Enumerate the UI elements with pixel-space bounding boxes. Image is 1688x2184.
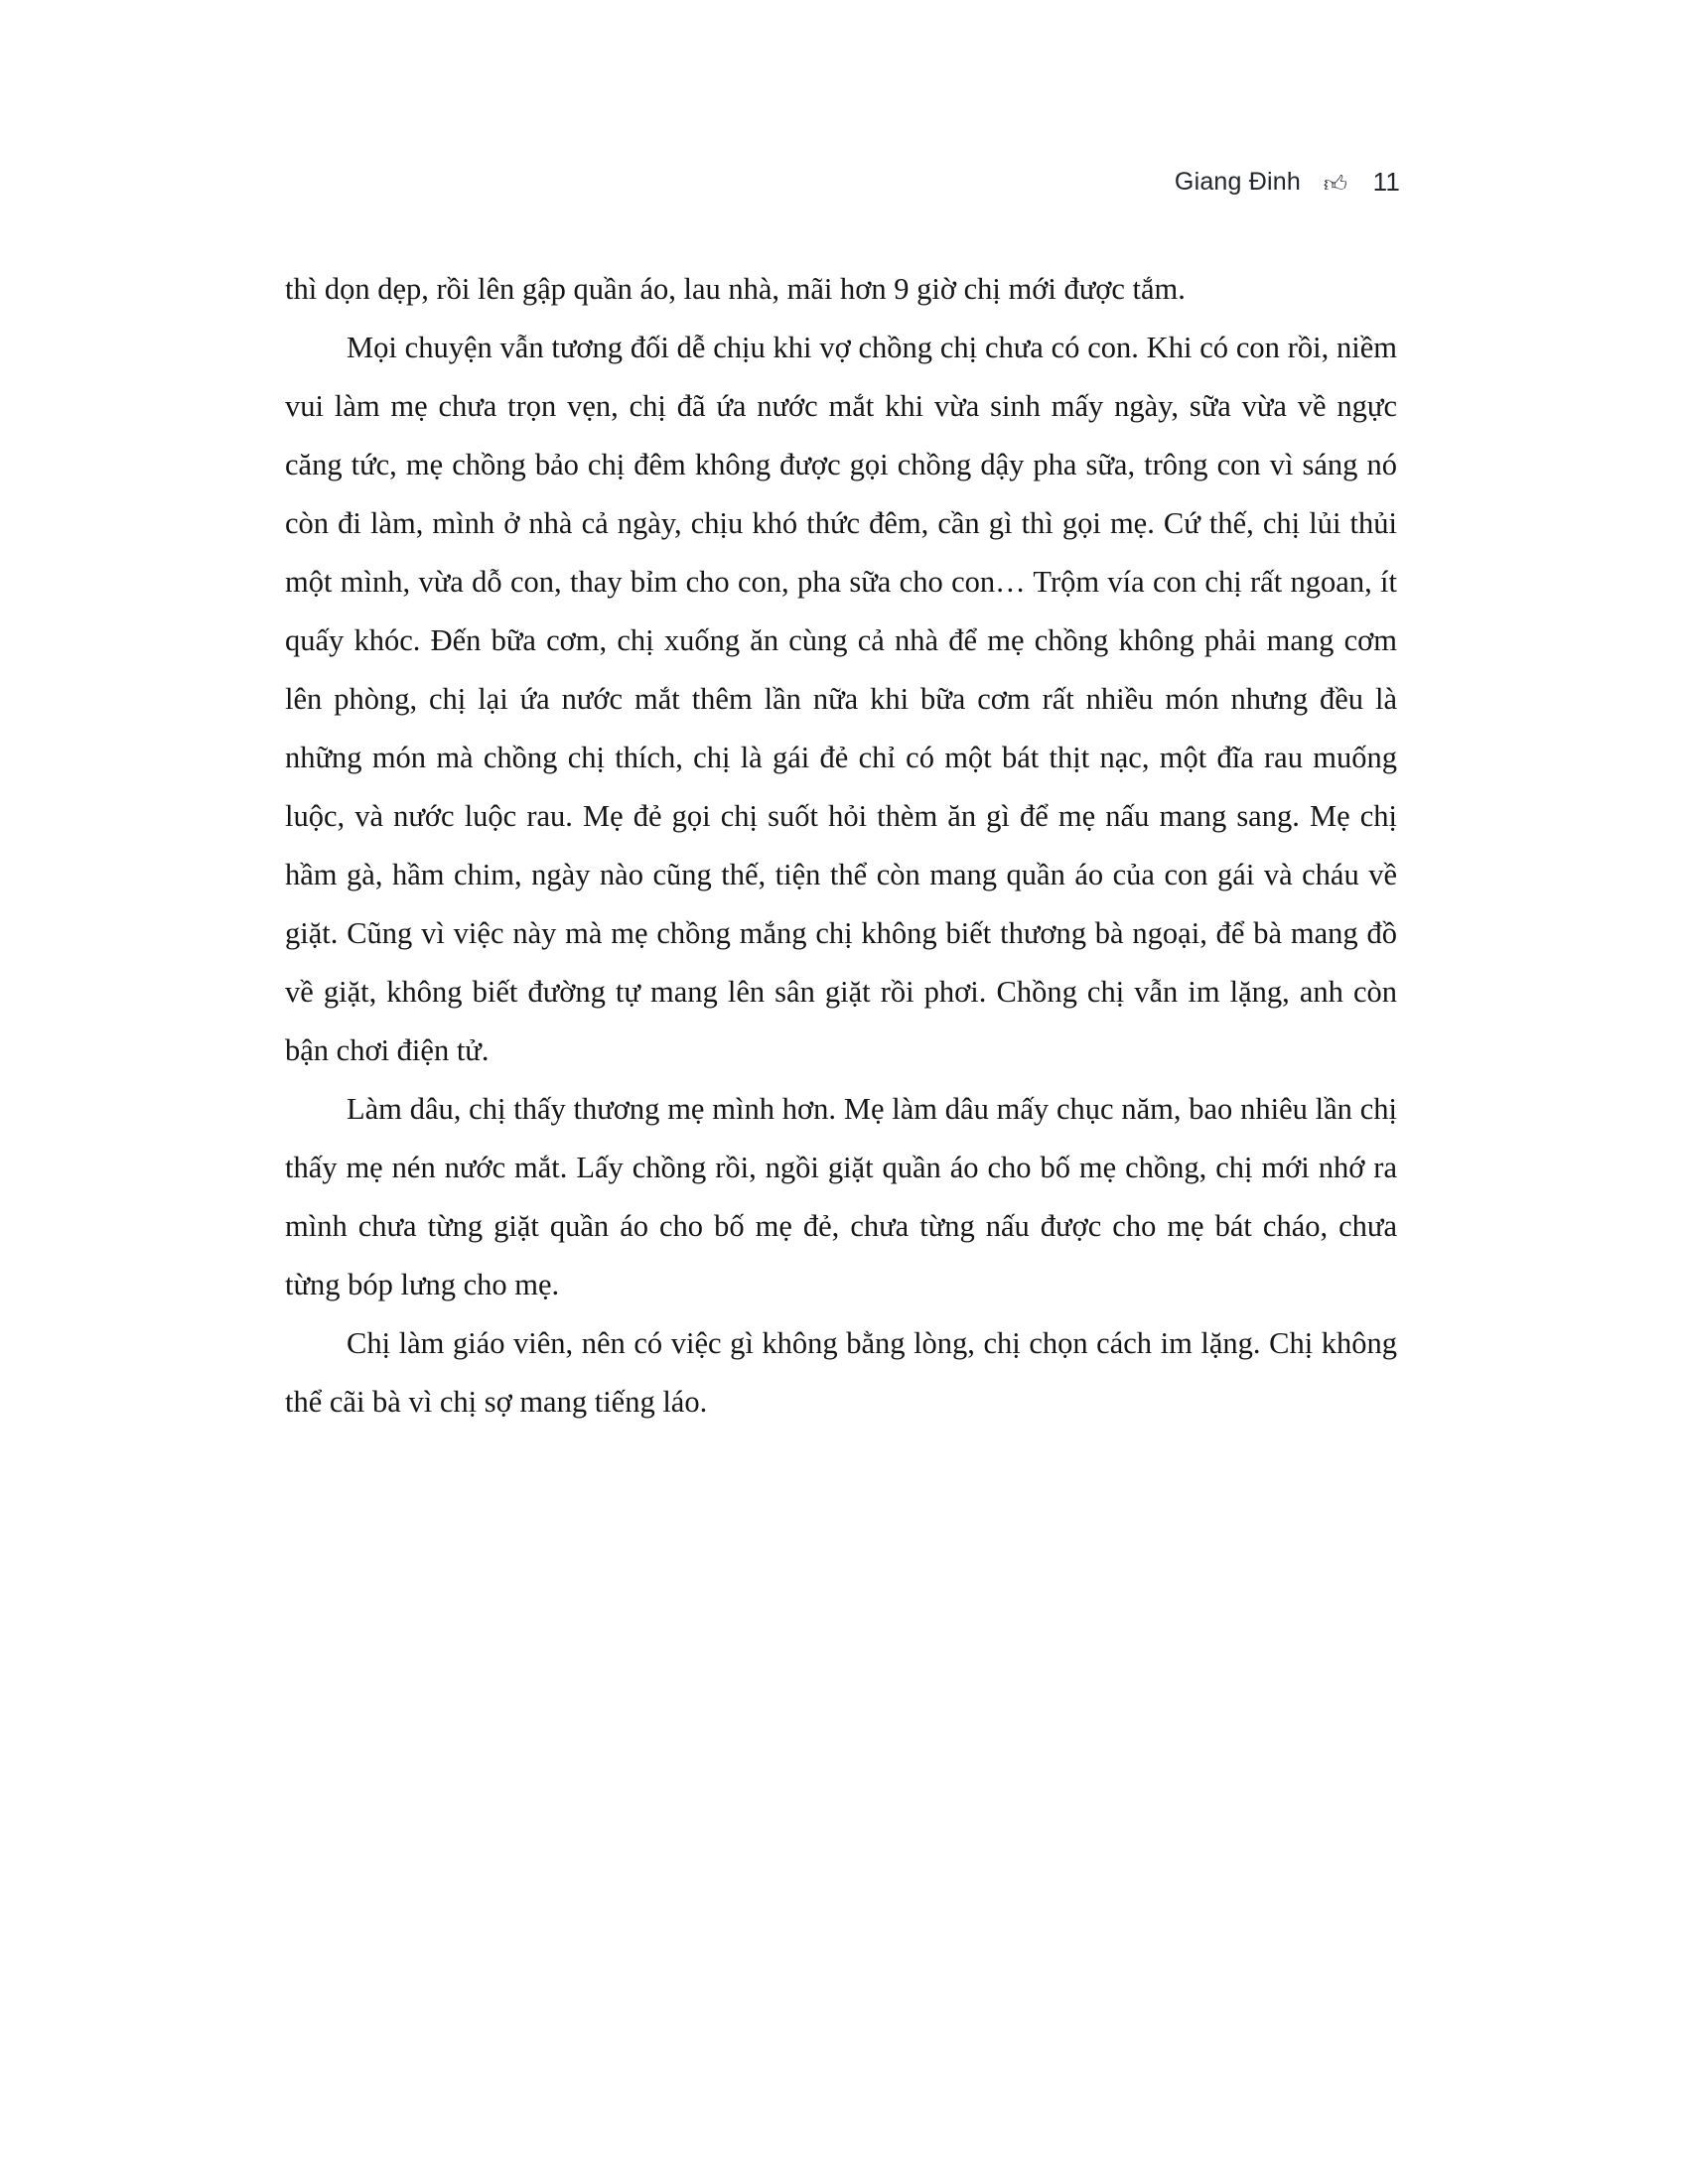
paragraph: Làm dâu, chị thấy thương mẹ mình hơn. Mẹ làm dâu mấy chục năm, bao nhiêu lần chị thấy mẹ nén nước mắt. Lấy chồng rồi, ngồi giặt quần áo cho bố mẹ chồng, chị mới nhớ ra mình chưa từng giặt quần áo cho bố mẹ đẻ, chưa từng nấu được cho mẹ bát cháo, chưa từng bóp lưng cho mẹ. [285, 1092, 1397, 1301]
body-text [285, 260, 1397, 1432]
paragraph: Chị làm giáo viên, nên có việc gì không bằng lòng, chị chọn cách im lặng. Chị không thể cãi bà vì chị sợ mang tiếng láo. [285, 1326, 1397, 1419]
thumbs-up-icon: 👍︎ [1323, 170, 1348, 197]
author-name: Giang Đinh [1174, 168, 1301, 196]
paragraph: thì dọn dẹp, rồi lên gập quần áo, lau nhà, mãi hơn 9 giờ chị mới được tắm. [285, 272, 1186, 306]
page-number: 11 [1372, 167, 1400, 197]
paragraph: Mọi chuyện vẫn tương đối dễ chịu khi vợ chồng chị chưa có con. Khi có con rồi, niềm vui làm mẹ chưa trọn vẹn, chị đã ứa nước mắt khi vừa sinh mấy ngày, sữa vừa về ngực căng tức, mẹ chồng bảo chị đêm không được gọi chồng dậy pha sữa, trông con vì sáng nó còn đi làm, mình ở nhà cả ngày, chịu khó thức đêm, cần gì thì gọi mẹ. Cứ thế, chị lủi thủi một mình, vừa dỗ con, thay bỉm cho con, pha sữa cho con… Trộm vía con chị rất ngoan, ít quấy khóc. Đến bữa cơm, chị xuống ăn cùng cả nhà để mẹ chồng không phải mang cơm lên phòng, chị lại ứa nước mắt thêm lần nữa khi bữa cơm rất nhiều món nhưng đều là những món mà chồng chị thích, chị là gái đẻ chỉ có một bát thịt nạc, một đĩa rau muống luộc, và nước luộc rau. Mẹ đẻ gọi chị suốt hỏi thèm ăn gì để mẹ nấu mang sang. Mẹ chị hầm gà, hầm chim, ngày nào cũng thế, tiện thể còn mang quần áo của con gái và cháu về giặt. Cũng vì việc này mà mẹ chồng mắng chị không biết thương bà ngoại, để bà mang đồ về giặt, không biết đường tự mang lên sân giặt rồi phơi. Chồng chị vẫn im lặng, anh còn bận chơi điện tử. [285, 331, 1397, 1067]
page-header [288, 167, 1400, 198]
